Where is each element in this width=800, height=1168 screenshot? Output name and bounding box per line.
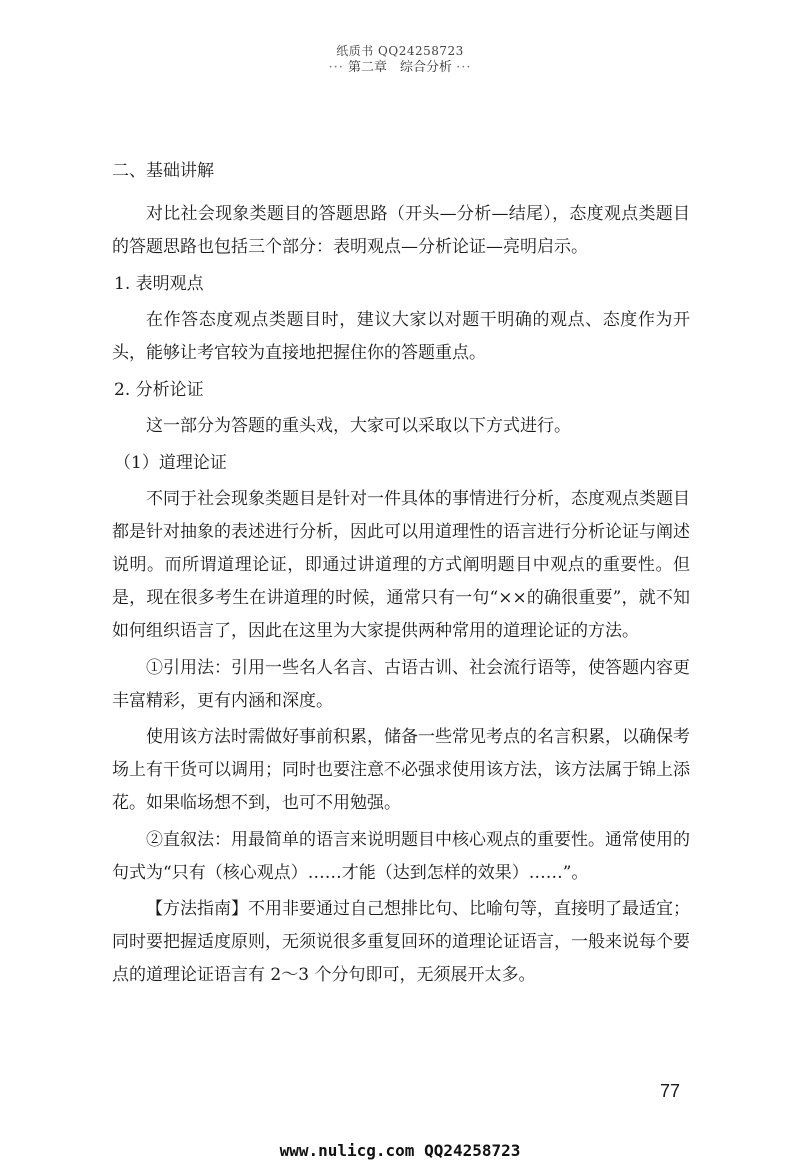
section-title: 二、基础讲解 bbox=[112, 161, 214, 181]
chapter-title: 第二章 综合分析 bbox=[347, 60, 452, 75]
subheading-state-opinion: 1. 表明观点 bbox=[114, 273, 204, 294]
method-guide-paragraph: 【方法指南】不用非要通过自己想排比句、比喻句等，直接明了最适宜；同时要把握适度原则，无须说很多重复回环的道理论证语言，一般来说每个要点的道理论证语言有 2～3 个分句即可，无须展开太多。 bbox=[112, 899, 690, 985]
header-dots-right: ··· bbox=[456, 60, 472, 75]
subheading-analysis: 2. 分析论证 bbox=[114, 379, 204, 400]
footer-watermark: www.nulicg.com QQ24258723 bbox=[279, 1141, 521, 1160]
paragraph: 在作答态度观点类题目时，建议大家以对题干明确的观点、态度作为开头，能够让考官较为直接地把握住你的答题重点。 bbox=[112, 310, 690, 363]
intro-paragraph: 对比社会现象类题目的答题思路（开头—分析—结尾），态度观点类题目的答题思路也包括三个部分：表明观点—分析论证—亮明启示。 bbox=[112, 204, 690, 257]
paragraph: 使用该方法时需做好事前积累，储备一些常见考点的名言积累，以确保考场上有干货可以调用；同时也要注意不必强求使用该方法，该方法属于锦上添花。如果临场想不到，也可不用勉强。 bbox=[112, 727, 690, 813]
paragraph: 不同于社会现象类题目是针对一件具体的事情进行分析，态度观点类题目都是针对抽象的表述进行分析，因此可以用道理性的语言进行分析论证与阐述说明。而所谓道理论证，即通过讲道理的方式阐明题目中观点的重要性。但是，现在很多考生在讲道理的时候，通常只有一句“××的确很重要”，就不知如何组织语言了，因此在这里为大家提供两种常用的道理论证的方法。 bbox=[112, 489, 690, 641]
paragraph: 这一部分为答题的重头戏，大家可以采取以下方式进行。 bbox=[146, 416, 571, 436]
subheading-reasoning: （1）道理论证 bbox=[114, 452, 227, 473]
page-number: 77 bbox=[659, 1081, 680, 1101]
paragraph-quote-method: ①引用法：引用一些名人名言、古语古训、社会流行语等，使答题内容更丰富精彩，更有内涵和深度。 bbox=[112, 657, 690, 711]
running-header bbox=[0, 56, 800, 75]
header-watermark: 纸质书 QQ24258723 bbox=[336, 44, 464, 58]
paragraph-direct-method: ②直叙法：用最简单的语言来说明题目中核心观点的重要性。通常使用的句式为“只有（核心观点）……才能（达到怎样的效果）……”。 bbox=[112, 829, 690, 883]
header-dots-left: ··· bbox=[328, 60, 344, 75]
body-text bbox=[112, 198, 690, 996]
